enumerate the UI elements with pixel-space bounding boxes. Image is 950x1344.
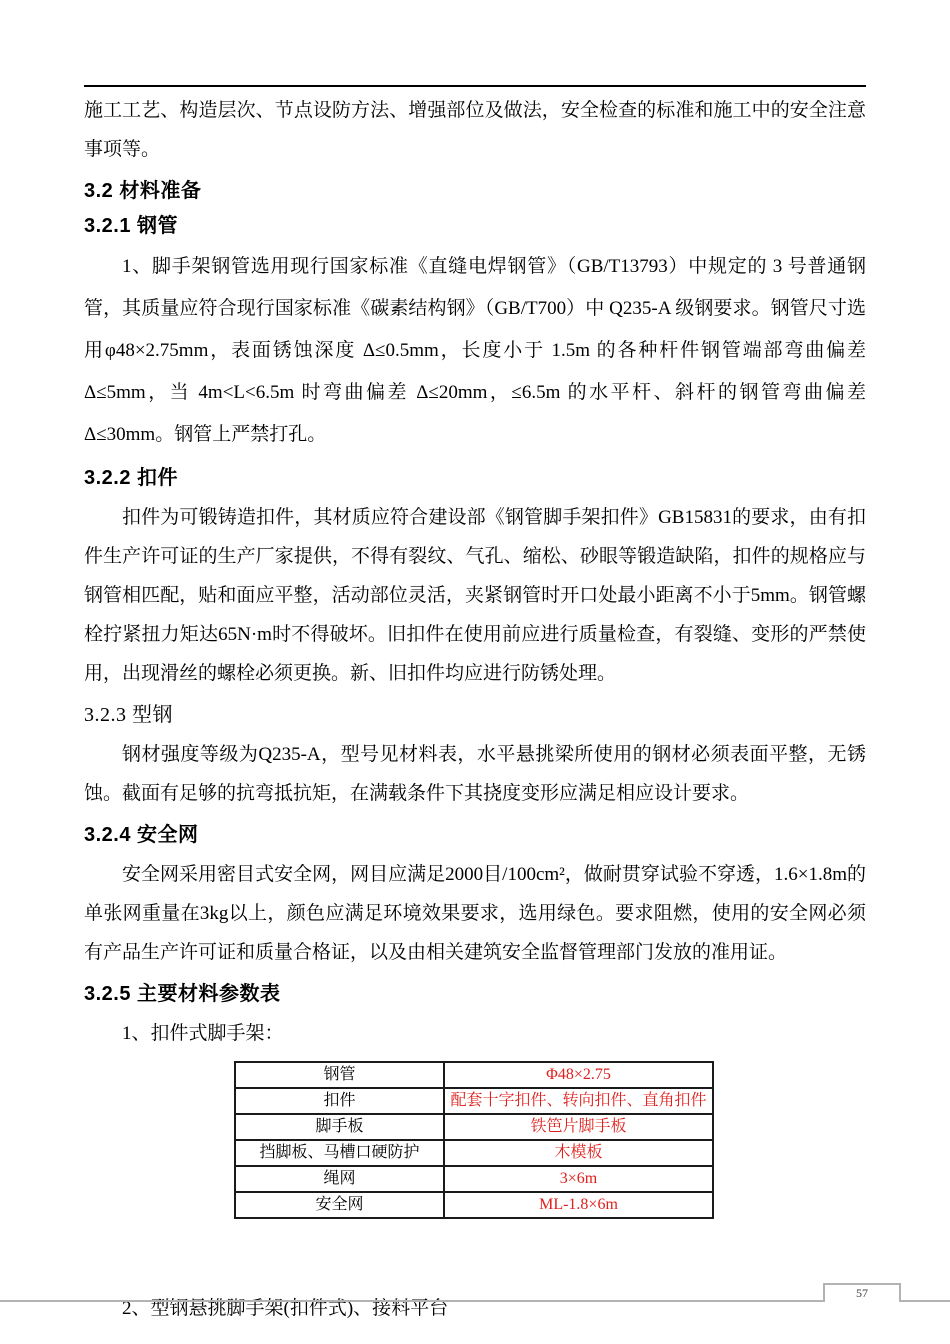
page-number: 57 bbox=[856, 1286, 868, 1300]
heading-3-2: 3.2 材料准备 bbox=[84, 180, 202, 202]
steel-pipe-paragraph: 1、脚手架钢管选用现行国家标准《直缝电焊钢管》（GB/T13793）中规定的 3 号普通钢管，其质量应符合现行国家标准《碳素结构钢》（GB/T700）中 Q235-A 级钢要求。钢管尺寸选用φ48×2.75mm，表面锈蚀深度 Δ≤0.5mm，长度小于 1.5m 的各种杆件钢管端部弯曲偏差 Δ≤5mm，当 4m<L<6.5m 时弯曲偏差 Δ≤20mm，≤6.5m 的水平杆、斜杆的钢管弯曲偏差 Δ≤30mm。钢管上严禁打孔。 bbox=[84, 256, 866, 445]
material-label: 扣件 bbox=[235, 1088, 444, 1114]
heading-3-2-2: 3.2.2 扣件 bbox=[84, 467, 179, 489]
intro-paragraph: 施工工艺、构造层次、节点设防方法、增强部位及做法，安全检查的标准和施工中的安全注意事项等。 bbox=[84, 100, 866, 160]
material-value: 配套十字扣件、转向扣件、直角扣件 bbox=[444, 1088, 713, 1114]
safety-net-paragraph: 安全网采用密目式安全网，网目应满足2000目/100cm²，做耐贯穿试验不穿透，1.6×1.8m的单张网重量在3kg以上，颜色应满足环境效果要求，选用绿色。要求阻燃，使用的安全网必须有产品生产许可证和质量合格证，以及由相关建筑安全监督管理部门发放的准用证。 bbox=[84, 864, 866, 963]
document-body bbox=[84, 91, 866, 1328]
material-value: 3×6m bbox=[444, 1166, 713, 1192]
footer-rule bbox=[0, 1300, 950, 1302]
section-steel-paragraph: 钢材强度等级为Q235-A，型号见材料表，水平悬挑梁所使用的钢材必须表面平整，无锈蚀。截面有足够的抗弯抵抗矩，在满载条件下其挠度变形应满足相应设计要求。 bbox=[84, 744, 866, 804]
heading-3-2-3: 3.2.3 型钢 bbox=[84, 704, 173, 726]
page-number-box bbox=[823, 1283, 901, 1302]
material-value: Φ48×2.75 bbox=[444, 1062, 713, 1088]
materials-table bbox=[234, 1061, 714, 1219]
material-label: 脚手板 bbox=[235, 1114, 444, 1140]
table-row bbox=[235, 1192, 713, 1218]
material-label: 绳网 bbox=[235, 1166, 444, 1192]
heading-3-2-4: 3.2.4 安全网 bbox=[84, 824, 199, 846]
list-item-1-coupler-scaffold: 1、扣件式脚手架： bbox=[122, 1023, 284, 1044]
header-rule bbox=[84, 85, 866, 87]
list-item-2-cantilever-scaffold: 2、型钢悬挑脚手架(扣件式)、接料平台 bbox=[122, 1298, 449, 1319]
material-label: 钢管 bbox=[235, 1062, 444, 1088]
table-row bbox=[235, 1140, 713, 1166]
material-label: 安全网 bbox=[235, 1192, 444, 1218]
material-value: ML-1.8×6m bbox=[444, 1192, 713, 1218]
table-row bbox=[235, 1114, 713, 1140]
material-label: 挡脚板、马槽口硬防护 bbox=[235, 1140, 444, 1166]
material-value: 铁笆片脚手板 bbox=[444, 1114, 713, 1140]
table-row bbox=[235, 1166, 713, 1192]
heading-3-2-5: 3.2.5 主要材料参数表 bbox=[84, 983, 281, 1005]
table-row bbox=[235, 1062, 713, 1088]
heading-3-2-1: 3.2.1 钢管 bbox=[84, 215, 179, 237]
coupler-paragraph: 扣件为可锻铸造扣件，其材质应符合建设部《钢管脚手架扣件》GB15831的要求，由有扣件生产许可证的生产厂家提供，不得有裂纹、气孔、缩松、砂眼等锻造缺陷，扣件的规格应与钢管相匹配，贴和面应平整，活动部位灵活，夹紧钢管时开口处最小距离不小于5mm。钢管螺栓拧紧扭力矩达65N·m时不得破坏。旧扣件在使用前应进行质量检查，有裂缝、变形的严禁使用，出现滑丝的螺栓必须更换。新、旧扣件均应进行防锈处理。 bbox=[84, 507, 866, 684]
table-row bbox=[235, 1088, 713, 1114]
material-value: 木模板 bbox=[444, 1140, 713, 1166]
